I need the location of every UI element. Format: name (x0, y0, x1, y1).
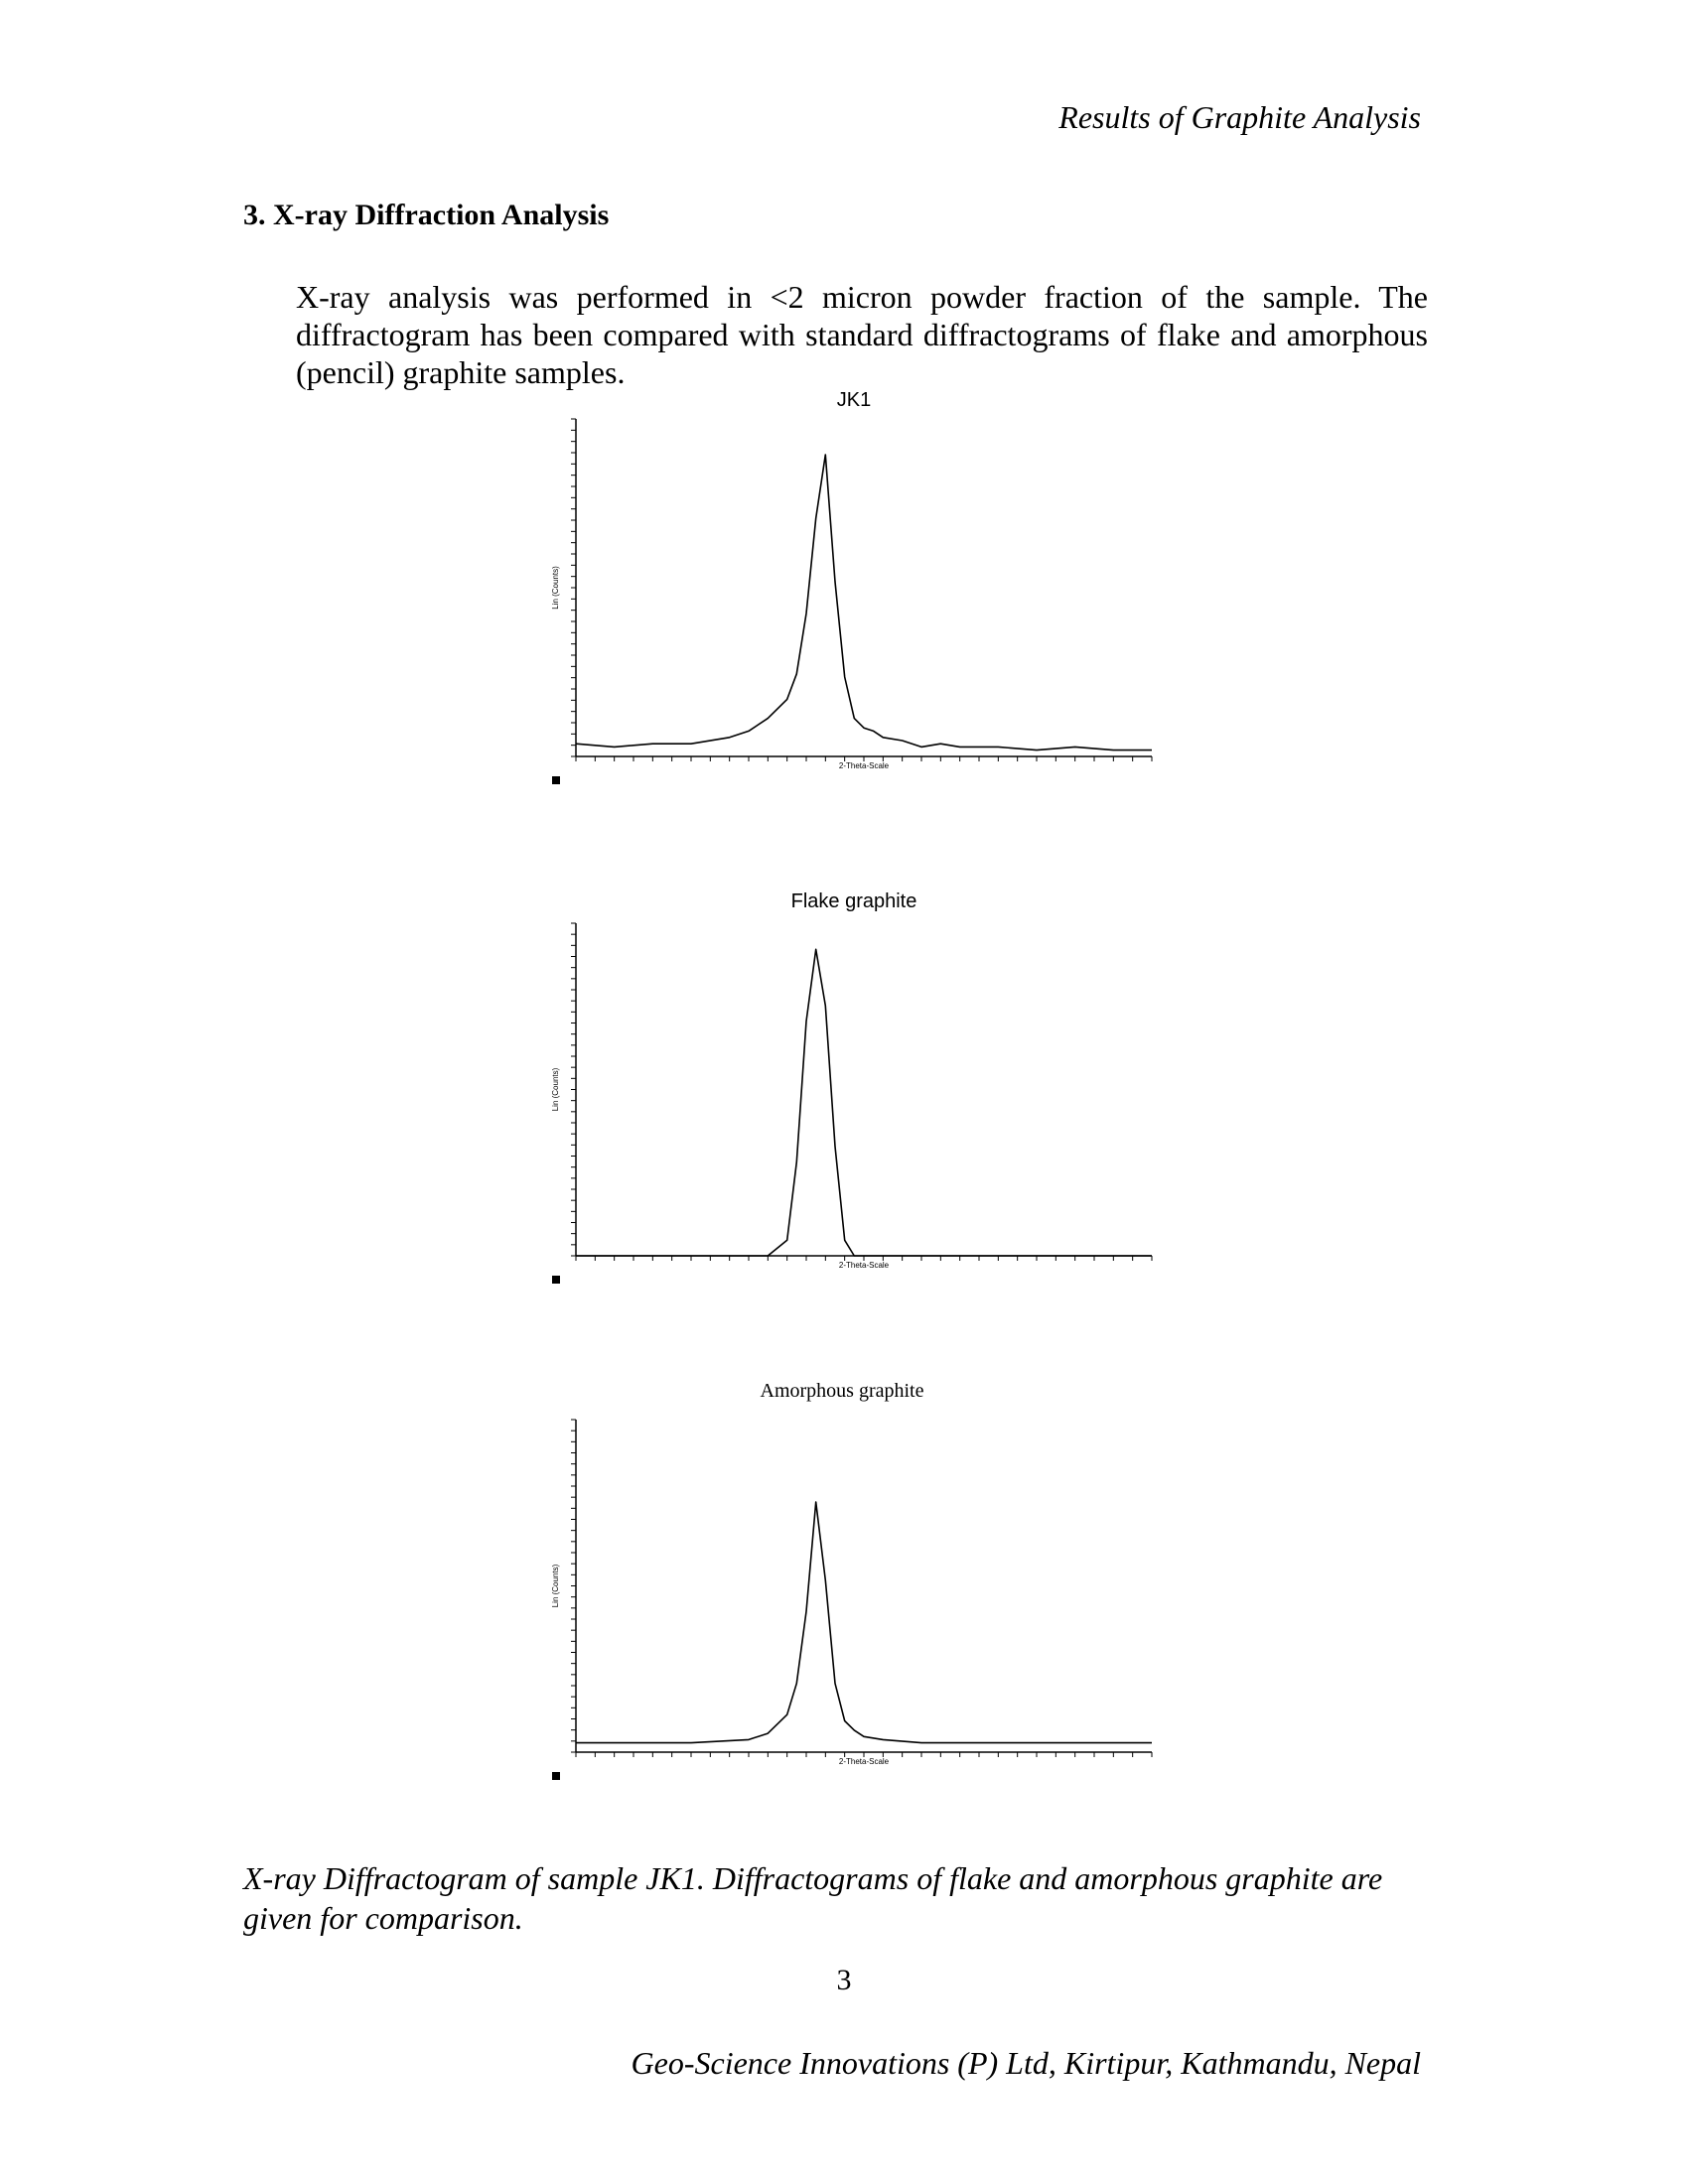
figure-caption: X-ray Diffractogram of sample JK1. Diffractograms of flake and amorphous graphite are given for comparison. (243, 1860, 1383, 1936)
chart-flake-graphite (546, 913, 1172, 1310)
series-line (576, 949, 1152, 1256)
chart-jk1 (546, 409, 1172, 826)
x-axis-label: 2-Theta-Scale (838, 1261, 890, 1270)
legend-marker (552, 1276, 560, 1284)
series-line (576, 1502, 1152, 1743)
running-header: Results of Graphite Analysis (1058, 99, 1421, 135)
page-number: 3 (836, 1964, 852, 1996)
y-axis-label: Lin (Counts) (551, 566, 560, 610)
section-heading: 3. X-ray Diffraction Analysis (243, 199, 610, 231)
x-axis-label: 2-Theta-Scale (838, 761, 890, 770)
chart-amorphous-graphite (546, 1410, 1172, 1807)
section-paragraph: X-ray analysis was performed in <2 micron powder fraction of the sample. The diffractogram has been compared with standard diffractograms of flake and amorphous (pencil) graphite samples. (296, 279, 1428, 390)
legend-marker (552, 776, 560, 784)
y-axis-label: Lin (Counts) (551, 1564, 560, 1608)
page-footer: Geo-Science Innovations (P) Ltd, Kirtipur, Kathmandu, Nepal (631, 2045, 1421, 2081)
y-axis-label: Lin (Counts) (551, 1067, 560, 1112)
chart-title-flake: Flake graphite (790, 890, 917, 912)
chart-title-jk1: JK1 (836, 389, 872, 411)
legend-marker (552, 1772, 560, 1780)
series-line (576, 455, 1152, 751)
chart-title-amorphous: Amorphous graphite (760, 1380, 924, 1402)
x-axis-label: 2-Theta-Scale (838, 1757, 890, 1766)
